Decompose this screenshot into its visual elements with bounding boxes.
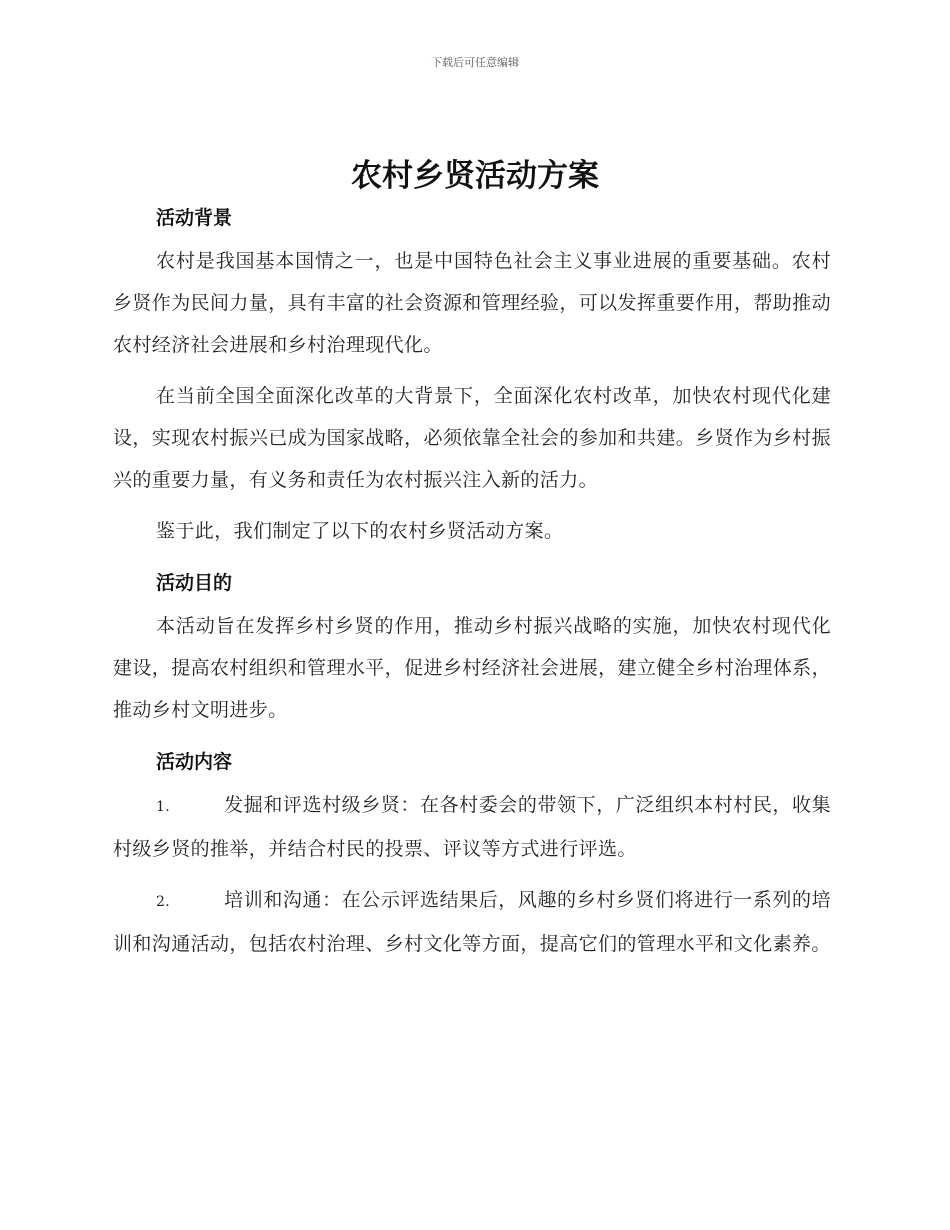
list-item	[113, 879, 831, 965]
paragraph: 鉴于此，我们制定了以下的农村乡贤活动方案。	[156, 520, 564, 542]
list-number: 2.	[156, 894, 171, 910]
header-note: 下载后可任意编辑	[431, 56, 519, 69]
list-item-text: 发掘和评选村级乡贤：在各村委会的带领下，广泛组织本村村民，收集村级乡贤的推举，并结合村民的投票、评议等方式进行评选。	[113, 794, 831, 860]
section-heading-purpose: 活动目的	[156, 572, 233, 594]
paragraph: 在当前全国全面深化改革的大背景下，全面深化农村改革，加快农村现代化建设，实现农村振兴已成为国家战略，必须依靠全社会的参加和共建。乡贤作为乡村振兴的重要力量，有义务和责任为农村振兴注入新的活力。	[113, 385, 831, 491]
paragraph: 农村是我国基本国情之一，也是中国特色社会主义事业进展的重要基础。农村乡贤作为民间力量，具有丰富的社会资源和管理经验，可以发挥重要作用，帮助推动农村经济社会进展和乡村治理现代化。	[113, 250, 831, 356]
paragraph: 本活动旨在发挥乡村乡贤的作用，推动乡村振兴战略的实施，加快农村现代化建设，提高农村组织和管理水平，促进乡村经济社会进展，建立健全乡村治理体系，推动乡村文明进步。	[113, 615, 831, 721]
section-heading-background: 活动背景	[156, 207, 233, 229]
list-number: 1.	[156, 799, 171, 815]
list-item-text: 培训和沟通：在公示评选结果后，风趣的乡村乡贤们将进行一系列的培训和沟通活动，包括农村治理、乡村文化等方面，提高它们的管理水平和文化素养。	[113, 889, 831, 955]
document-body	[113, 196, 831, 974]
list-item	[113, 784, 831, 870]
document-title: 农村乡贤活动方案	[351, 158, 599, 194]
section-heading-content: 活动内容	[156, 751, 233, 773]
